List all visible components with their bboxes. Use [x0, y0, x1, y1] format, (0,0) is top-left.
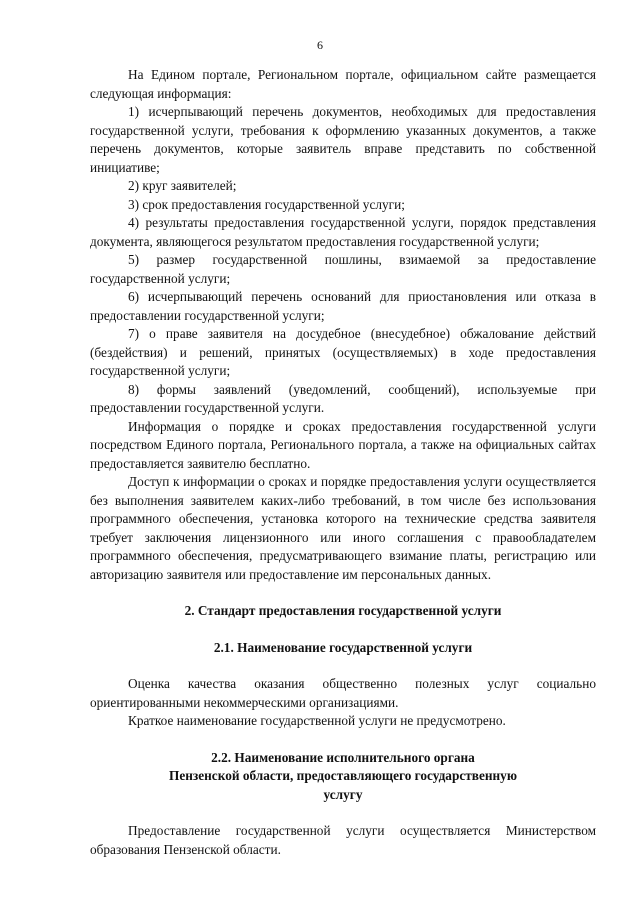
paragraph-service-name: Оценка качества оказания общественно полезных услуг социально ориентированными некоммерческими организациями. — [90, 676, 596, 710]
list-item-7: 7) о праве заявителя на досудебное (внесудебное) обжалование действий (бездействия) и решений, принятых (осуществляемых) в ходе предоставления государственной услуги; — [90, 326, 596, 378]
section-2-2-title — [90, 749, 596, 805]
paragraph-access: Доступ к информации о сроках и порядке предоставления услуги осуществляется без выполнения заявителем каких-либо требований, в том числе без использования программного обеспечения, установка которого на технические средства заявителя требует заключения лицензионного или иного соглашения с правообладателем программного обеспечения, предусматривающего взимание платы, регистрацию или авторизацию заявителя или предоставление им персональных данных. — [90, 474, 596, 582]
paragraph-ministry: Предоставление государственной услуги осуществляется Министерством образования Пензенской области. — [90, 823, 596, 857]
section-2-1-title: 2.1. Наименование государственной услуги — [213, 639, 473, 655]
page-number: 6 — [317, 38, 323, 52]
paragraph-free-info: Информация о порядке и сроках предоставления государственной услуги посредством Единого портала, Регионального портала, а также на официальных сайтах предоставляется заявителю бесплатно. — [90, 418, 596, 471]
list-item-2: 2) круг заявителей; — [128, 178, 237, 193]
section-2-2-title-line1: 2.2. Наименование исполнительного органа — [211, 749, 475, 765]
section-2-2-title-line3: услугу — [323, 786, 363, 802]
list-item-3: 3) срок предоставления государственной услуги; — [128, 196, 405, 212]
section-2-2-title-line2: Пензенской области, предоставляющего государственную — [169, 768, 517, 783]
paragraph-short-name: Краткое наименование государственной услуги не предусмотрено. — [128, 713, 506, 728]
list-item-8: 8) формы заявлений (уведомлений, сообщений), используемые при предоставлении государственной услуги. — [90, 381, 596, 415]
list-item-5: 5) размер государственной пошлины, взимаемой за предоставление государственной услуги; — [90, 252, 596, 286]
section-2-title: 2. Стандарт предоставления государственной услуги — [184, 603, 502, 618]
list-item-4: 4) результаты предоставления государственной услуги, порядок представления документа, являющегося результатом предоставления государственной услуги; — [90, 215, 596, 249]
list-item-1: 1) исчерпывающий перечень документов, необходимых для предоставления государственной услуги, требования к оформлению указанных документов, а также перечень документов, которые заявитель вправе представить по собственной инициативе; — [90, 104, 596, 175]
list-item-6: 6) исчерпывающий перечень оснований для приостановления или отказа в предоставлении государственной услуги; — [90, 289, 596, 323]
paragraph-intro: На Едином портале, Региональном портале, официальном сайте размещается следующая информация: — [90, 67, 596, 101]
document-body — [90, 66, 596, 859]
